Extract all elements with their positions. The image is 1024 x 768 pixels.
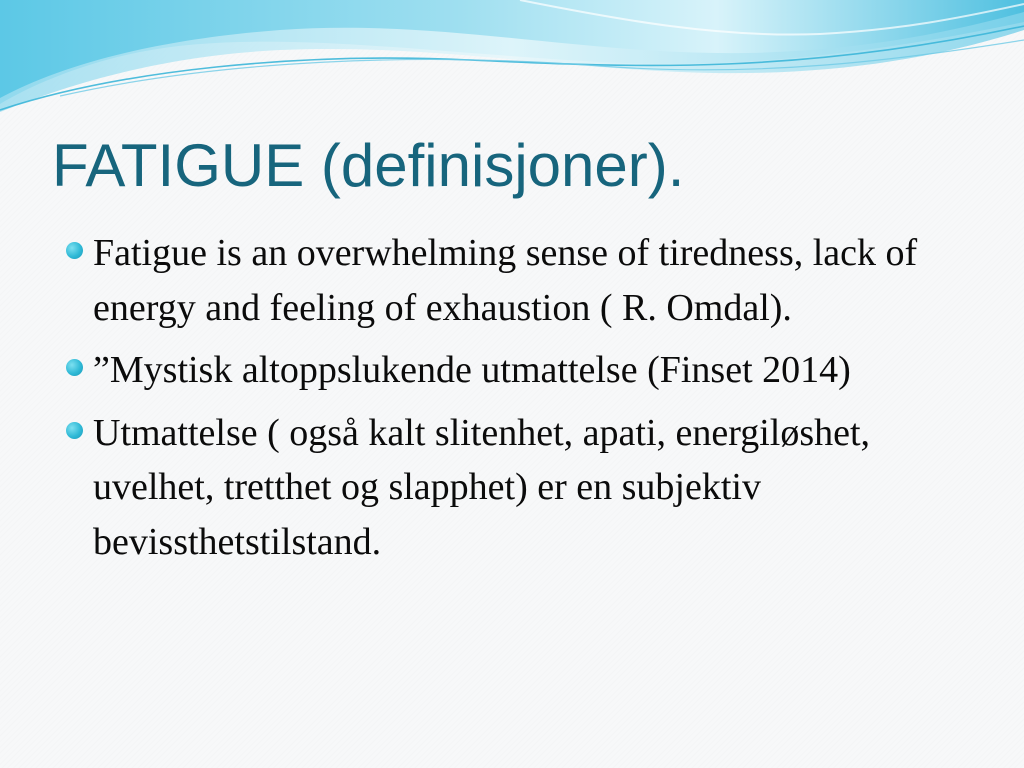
bullet-icon [66, 242, 83, 259]
bullet-list [64, 226, 964, 577]
bullet-text: Fatigue is an overwhelming sense of tiredness, lack of energy and feeling of exhaustion ( R. Omdal). [93, 232, 918, 329]
header-wave-decoration [0, 0, 1024, 130]
bullet-text: ”Mystisk altoppslukende utmattelse (Finset 2014) [93, 349, 851, 391]
bullet-icon [66, 359, 83, 376]
slide-title: FATIGUE (definisjoner). [52, 132, 685, 199]
bullet-item [64, 406, 964, 570]
bullet-icon [66, 422, 83, 439]
bullet-item [64, 343, 964, 398]
bullet-item [64, 226, 964, 335]
bullet-text: Utmattelse ( også kalt slitenhet, apati, energiløshet, uvelhet, tretthet og slapphet) er en subjektiv bevissthetstilstand. [93, 411, 871, 563]
